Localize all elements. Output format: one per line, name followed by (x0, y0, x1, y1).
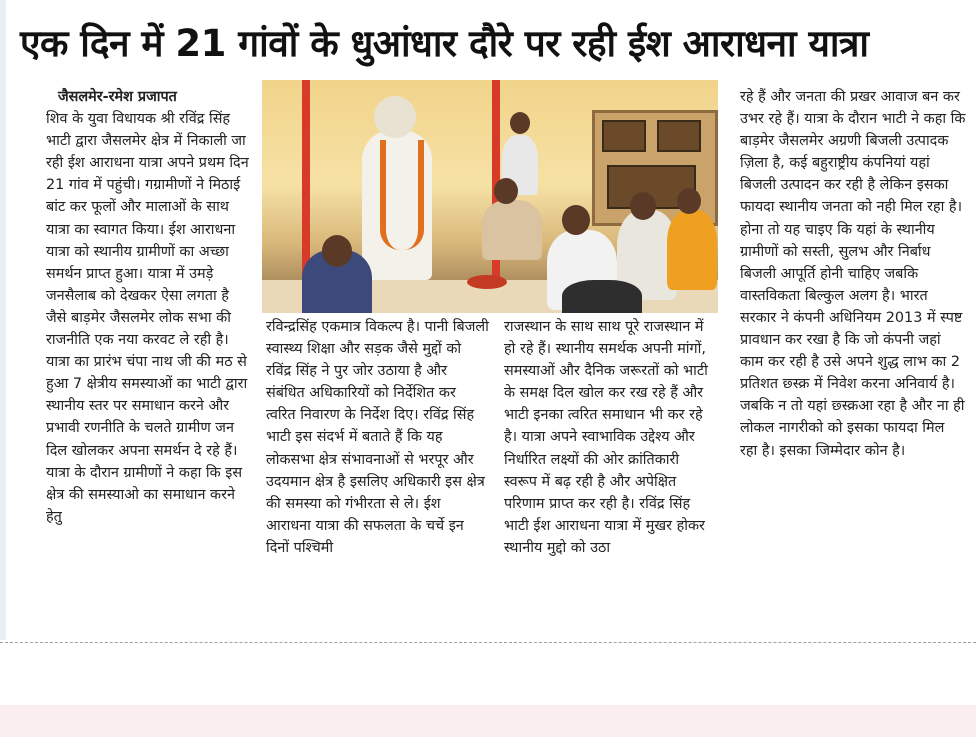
photo-person-head (494, 178, 518, 204)
photo-garland (380, 140, 424, 250)
article-column-4 (740, 86, 966, 462)
photo-person-head (630, 192, 656, 220)
photo-frame (657, 120, 701, 152)
photo-puja-plate (467, 275, 507, 289)
bottom-band (0, 705, 976, 737)
column-3-text: राजस्थान के साथ साथ पूरे राजस्थान में हो रहे हैं। स्थानीय समर्थक अपनी मांगों, समस्याओं और दैनिक जरूरतों को भाटी के समक्ष दिल खोल कर रख रहे हैं और भाटी इनका त्वरित समाधान भी कर रहे है। यात्रा अपने स्वाभाविक उद्देश्य और निर्धारित लक्ष्यों की ओर क्रांतिकारी स्वरूप में बढ़ रही है और अपेक्षित परिणाम प्राप्त कर रही है। रविंद्र सिंह भाटी ईश आराधना यात्रा में मुखर होकर स्थानीय मुद्दो को उठा (504, 319, 708, 556)
photo-person (482, 200, 542, 260)
photo-person (667, 210, 717, 290)
page-edge (0, 0, 6, 640)
photo-person (562, 280, 642, 313)
photo-person-head (562, 205, 590, 235)
photo-statue-head (374, 96, 416, 138)
article-column-2 (266, 316, 490, 559)
article-photo (262, 80, 718, 313)
column-4-text: रहे हैं और जनता की प्रखर आवाज बन कर उभर रहे हैं। यात्रा के दौरान भाटी ने कहा कि बाड़मेर जैसलमेर अग्रणी बिजली उत्पादक ज़िला है, कई बहुराष्ट्रीय कंपनियां यहां बिजली उत्पादन कर रही है लेकिन इसका फायदा स्थानीय जनता को नही मिल रहा है। होना तो यह चाइए कि यहां के स्थानीय ग्रामीणों को सस्ती, सुलभ और निर्बाध बिजली आपूर्ति होनी चाहिए जबकि वास्तविकता बिल्कुल अलग है। भारत सरकार ने कंपनी अधिनियम 2013 में स्पष्ट प्रावधान कर रखा है कि जो कंपनी जहां काम कर रही है उसे अपने शुद्ध लाभ का 2 प्रतिशत छ्स्क्र में निवेश करना अनिवार्य है। जबकि न तो यहां छ्स्क्रआ रहा है और ना ही लोकल नागरीको को इसका फायदा मिल रहा है। इसका जिम्मेदार कोन है। (740, 89, 966, 459)
column-2-text: रविन्द्रसिंह एकमात्र विकल्प है। पानी बिजली स्वास्थ्य शिक्षा और सड़क जैसे मुद्दों को रविंद्र सिंह ने पुर जोर उठाया है और संबंधित अधिकारियों को निर्देशित कर त्वरित निवारण के निर्देश दिए। रविंद्र सिंह भाटी इस संदर्भ में बताते हैं कि यह लोकसभा क्षेत्र संभावनाओं से भरपूर और उदयमान क्षेत्र है इसलिए अधिकारी इस क्षेत्र की समस्या को गंभीरता से ले। ईश आराधना यात्रा की सफलता के चर्चे इन दिनों पश्चिमी (266, 319, 489, 556)
article-headline: एक दिन में 21 गांवों के धुआंधार दौरे पर रही ईश आराधना यात्रा (20, 22, 869, 65)
article-column-1 (28, 86, 250, 528)
article-column-3 (504, 316, 716, 559)
photo-person-head (322, 235, 352, 267)
photo-person-head (510, 112, 530, 134)
photo-person-head (677, 188, 701, 214)
article-byline: जैसलमेर-रमेश प्रजापत (58, 89, 177, 105)
photo-frame (602, 120, 646, 152)
column-1-text: शिव के युवा विधायक श्री रविंद्र सिंह भाटी द्वारा जैसलमेर क्षेत्र में निकाली जा रही ईश आराधना यात्रा अपने प्रथम दिन 21 गांव में पहुंची। गग्रामीणों ने मिठाई बांट कर फूलों और मालाओं के साथ यात्रा का स्वागत किया। ईश आराधना यात्रा को स्थानीय ग्रामीणों का अच्छा समर्थन प्राप्त हुआ। यात्रा में उमड़े जनसैलाब को देखकर ऐसा लगता है जैसे बाड़मेर जैसलमेर लोक सभा की राजनीति एक नया करवट ले रही है। यात्रा का प्रारंभ चंपा नाथ जी की मठ से हुआ 7 क्षेत्रीय समस्याओं का भाटी द्वारा स्थानीय स्तर पर समाधान करने और प्रभावी रणनीति के चलते ग्रामीण जन दिल खोलकर अपना समर्थन दे रहे हैं। यात्रा के दौरान ग्रामीणों ने कहा कि इस क्षेत्र की समस्याओ का समाधान करने हेतु (46, 111, 249, 525)
clipping-divider (0, 642, 976, 643)
